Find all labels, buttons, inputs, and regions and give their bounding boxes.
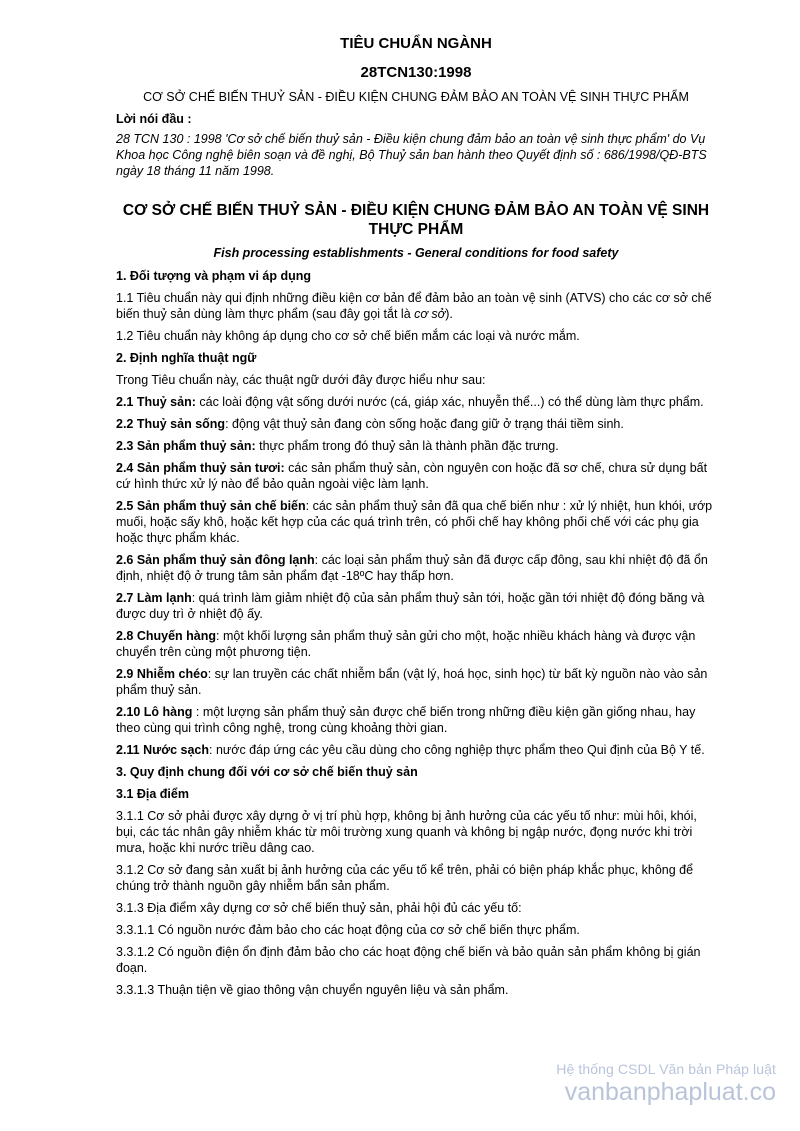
term-definition: : một khối lượng sản phẩm thuỷ sản gửi cho một, hoặc nhiều khách hàng và được vận chuyển trên cùng một phương tiện. [116, 629, 696, 659]
term-definition: : nước đáp ứng các yêu cầu dùng cho công nghiệp thực phẩm theo Qui định của Bộ Y tế. [209, 743, 705, 757]
main-title: CƠ SỞ CHẾ BIẾN THUỶ SẢN - ĐIỀU KIỆN CHUNG ĐẢM BẢO AN TOÀN VỆ SINH THỰC PHẨM [122, 202, 710, 238]
term-definition: : quá trình làm giảm nhiệt độ của sản phẩm thuỷ sản tới, hoặc gần tới nhiệt độ đóng băng và được duy trì ở nhiệt độ ấy. [116, 591, 705, 621]
preface-label: Lời nói đầu : [116, 112, 192, 126]
section-2-intro: Trong Tiêu chuẩn này, các thuật ngữ dưới đây được hiểu như sau: [116, 373, 486, 387]
term-definition: : sự lan truyền các chất nhiễm bẩn (vật lý, hoá học, sinh học) từ bất kỳ nguồn nào vào sản phẩm thuỷ sản. [116, 667, 708, 697]
document-page [116, 34, 716, 1004]
section-3-1-2: 3.1.2 Cơ sở đang sản xuất bị ảnh hưởng của các yếu tố kể trên, phải có biện pháp khắc phục, không để chúng trở thành nguồn gây nhiễm bẩn sản phẩm. [116, 863, 694, 893]
term-2-8 [116, 628, 716, 660]
term-label: 2.9 Nhiễm chéo [116, 667, 208, 681]
term-label: 2.2 Thuỷ sản sống [116, 417, 226, 431]
watermark-domain: vanbanphapluat.co [564, 1078, 776, 1106]
term-definition: thực phẩm trong đó thuỷ sản là thành phần đặc trưng. [255, 439, 559, 453]
term-definition: các sản phẩm thuỷ sản, còn nguyên con hoặc đã sơ chế, chưa sử dụng bất cứ hình thức xử lý nào để bảo quản ngoài việc làm lạnh. [116, 461, 708, 491]
document-type-title: TIÊU CHUẨN NGÀNH [340, 35, 492, 52]
term-label: 2.11 Nước sạch [116, 743, 209, 757]
term-definition: : một lượng sản phẩm thuỷ sản được chế biến trong những điều kiện gần giống nhau, hay theo cùng qui trình công nghệ, trong cùng khoảng thời gian. [116, 705, 696, 735]
document-code: 28TCN130:1998 [360, 64, 472, 81]
term-2-5 [116, 498, 716, 546]
term-2-11 [116, 742, 716, 758]
term-2-1 [116, 394, 716, 410]
section-3-3-1-2: 3.3.1.2 Có nguồn điện ổn định đảm bảo cho các hoạt động chế biến và bảo quản sản phẩm không bị gián đoạn. [116, 945, 701, 975]
section-3-1-heading: 3.1 Địa điểm [116, 787, 189, 801]
term-label: 2.1 Thuỷ sản: [116, 395, 196, 409]
section-1-1-emphasis: cơ sở [414, 307, 446, 321]
term-2-3 [116, 438, 716, 454]
term-2-7 [116, 590, 716, 622]
term-definition: : động vật thuỷ sản đang còn sống hoặc đang giữ ở trạng thái tiềm sinh. [225, 417, 624, 431]
english-title: Fish processing establishments - General conditions for food safety [213, 246, 619, 260]
section-2-heading: 2. Định nghĩa thuật ngữ [116, 351, 257, 365]
term-2-4 [116, 460, 716, 492]
term-definition: các loài động vật sống dưới nước (cá, giáp xác, nhuyễn thể...) có thể dùng làm thực phẩm. [195, 395, 704, 409]
term-definition: : các loại sản phẩm thuỷ sản đã được cấp đông, sau khi nhiệt độ đã ổn định, nhiệt độ ở trung tâm sản phẩm đạt -18ºC hay thấp hơn. [116, 553, 708, 583]
term-2-6 [116, 552, 716, 584]
term-2-10 [116, 704, 716, 736]
section-3-1-3: 3.1.3 Địa điểm xây dựng cơ sở chế biến thuỷ sản, phải hội đủ các yếu tố: [116, 901, 522, 915]
section-1-heading: 1. Đối tượng và phạm vi áp dụng [116, 269, 312, 283]
term-definition: : các sản phẩm thuỷ sản đã qua chế biến như : xử lý nhiệt, hun khói, ướp muối, hoặc sấy khô, hoặc kết hợp của các quá trình trên, có phối chế hay không phối chế với các phụ gia hoặc thực phẩm khác. [116, 499, 713, 545]
term-label: 2.5 Sản phẩm thuỷ sản chế biến [116, 499, 306, 513]
section-3-3-1-1: 3.3.1.1 Có nguồn nước đảm bảo cho các hoạt động của cơ sở chế biến thực phẩm. [116, 923, 580, 937]
section-1-1-text-b: ). [445, 307, 453, 321]
section-3-1-1: 3.1.1 Cơ sở phải được xây dựng ở vị trí phù hợp, không bị ảnh hưởng của các yếu tố như: mùi hôi, khói, bụi, các tác nhân gây nhiễm khác từ môi trường xung quanh và không bị ngập nước, đọng nước khi trời mưa, hoặc khi nước triều dâng cao. [116, 809, 697, 855]
term-label: 2.7 Làm lạnh [116, 591, 192, 605]
document-subject: CƠ SỞ CHẾ BIẾN THUỶ SẢN - ĐIỀU KIỆN CHUNG ĐẢM BẢO AN TOÀN VỆ SINH THỰC PHẨM [143, 90, 689, 104]
term-2-9 [116, 666, 716, 698]
section-1-2: 1.2 Tiêu chuẩn này không áp dụng cho cơ sở chế biến mắm các loại và nước mắm. [116, 329, 580, 343]
term-label: 2.4 Sản phẩm thuỷ sản tươi: [116, 461, 285, 475]
term-label: 2.10 Lô hàng [116, 705, 193, 719]
section-3-heading: 3. Quy định chung đối với cơ sở chế biến thuỷ sản [116, 765, 418, 779]
site-watermark [556, 1060, 776, 1106]
section-1-1 [116, 290, 716, 322]
watermark-caption: Hệ thống CSDL Văn bản Pháp luật [556, 1061, 776, 1077]
term-label: 2.6 Sản phẩm thuỷ sản đông lạnh [116, 553, 315, 567]
preface-text: 28 TCN 130 : 1998 'Cơ sở chế biến thuỷ sản - Điều kiện chung đảm bảo an toàn vệ sinh thực phẩm' do Vụ Khoa học Công nghệ biên soạn và đề nghị, Bộ Thuỷ sản ban hành theo Quyết định số : 686/1998/QĐ-BTS ngày 18 tháng 11 năm 1998. [116, 132, 707, 178]
term-label: 2.8 Chuyến hàng [116, 629, 217, 643]
section-3-3-1-3: 3.3.1.3 Thuận tiện về giao thông vận chuyển nguyên liệu và sản phẩm. [116, 983, 509, 997]
term-2-2 [116, 416, 716, 432]
term-label: 2.3 Sản phẩm thuỷ sản: [116, 439, 256, 453]
section-1-1-text-a: 1.1 Tiêu chuẩn này qui định những điều kiện cơ bản để đảm bảo an toàn vệ sinh (ATVS) cho các cơ sở chế biến thuỷ sản dùng làm thực phẩm (sau đây gọi tắt là [116, 291, 712, 321]
